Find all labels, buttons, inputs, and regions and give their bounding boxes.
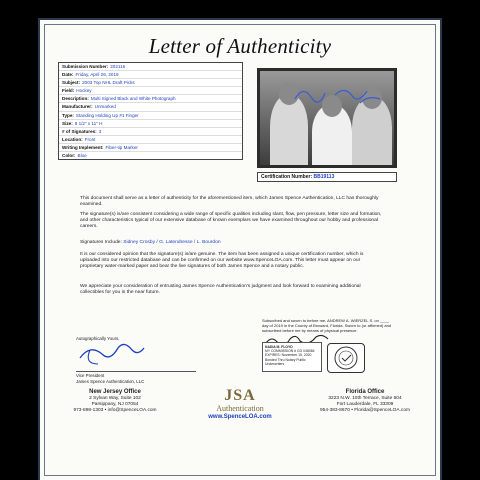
detail-value: Multi Signed Black and White Photograph bbox=[90, 96, 176, 102]
detail-row bbox=[59, 63, 242, 71]
certification-number-box bbox=[257, 172, 397, 182]
cert-label: Certification Number: bbox=[261, 174, 313, 180]
item-details-table bbox=[58, 62, 243, 160]
notary-expiry: EXPIRES: November 15, 2020 bbox=[265, 353, 312, 358]
notary-bonded: Bonded Thru Notary Public Underwriters bbox=[265, 357, 306, 366]
nj-office-line1: 2 Sylvan Way, Suite 102 bbox=[89, 396, 141, 401]
detail-value: 202116 bbox=[110, 64, 126, 69]
detail-row bbox=[59, 128, 242, 136]
nj-office-title: New Jersey Office bbox=[89, 389, 141, 395]
signer-title: Vice President bbox=[76, 371, 196, 379]
signer-block bbox=[76, 336, 196, 384]
paragraph-analysis-text: The signature(s) is/are consistent considering a wide range of specific qualities including slant, flow, pen pressure, letter size and formation, and other characteristics typical of our extensive database of known exemplars we have examined throughout our hobby and professional careers. bbox=[80, 212, 382, 230]
signer-company: James Spence Authentication, LLC bbox=[76, 378, 145, 384]
footer bbox=[60, 388, 420, 444]
detail-key: Location: bbox=[62, 136, 83, 142]
cert-number: BB19113 bbox=[313, 174, 335, 180]
detail-key: Size: bbox=[62, 120, 73, 126]
fl-office-line2: Fort Lauderdale, FL 33309 bbox=[336, 402, 394, 407]
signatures-names: Sidney Crosby / G. Latendresse / L. Bourdon bbox=[123, 240, 221, 245]
detail-value: Front bbox=[84, 136, 96, 142]
detail-row bbox=[59, 144, 242, 152]
paragraph-analysis bbox=[66, 212, 384, 231]
jsa-logo bbox=[195, 388, 285, 421]
fl-office-line1: 3223 N.W. 10th Terrace, Suite 604 bbox=[328, 396, 402, 401]
fl-office-title: Florida Office bbox=[345, 389, 385, 395]
notary-seal-icon bbox=[327, 343, 365, 373]
detail-row bbox=[59, 95, 242, 103]
notary-commission: MY COMMISSION # GG 048084 bbox=[265, 349, 315, 354]
detail-key: # of Signatures: bbox=[62, 128, 97, 134]
detail-row bbox=[59, 71, 242, 79]
detail-row bbox=[59, 87, 242, 95]
detail-row bbox=[59, 79, 242, 87]
detail-value: Friday, April 26, 2019 bbox=[75, 72, 119, 78]
detail-value: Standing Holding Up #1 Finger bbox=[75, 112, 139, 118]
detail-key: Writing Implement: bbox=[62, 144, 104, 150]
paragraph-closing-text: We appreciate your consideration of entrusting James Spence Authentication's judgment and look forward to examining additional collectibles for you in the near future. bbox=[80, 284, 361, 296]
detail-key: Field: bbox=[62, 88, 75, 94]
document-title: Letter of Authenticity bbox=[148, 34, 332, 58]
detail-key: Description: bbox=[62, 96, 89, 102]
paragraph-closing bbox=[66, 284, 384, 296]
detail-row bbox=[59, 103, 242, 111]
detail-value: Fiber-tip Marker bbox=[105, 144, 138, 150]
fl-office bbox=[310, 388, 420, 414]
nj-office bbox=[60, 388, 170, 414]
fl-office-line3: 954-383-8670 • Florida@SpenceLOA.com bbox=[319, 408, 410, 413]
signatures-include bbox=[66, 240, 384, 246]
nj-office-line3: 973-898-1303 • info@SpenceLOA.com bbox=[73, 408, 157, 413]
notary-name: NADIA M. FLOYD bbox=[265, 345, 293, 349]
detail-value: Blue bbox=[77, 153, 87, 159]
photo-image bbox=[260, 71, 394, 165]
detail-value: 3 bbox=[98, 128, 102, 134]
detail-value: 8 1/2" x 11" H bbox=[74, 120, 103, 126]
detail-row bbox=[59, 112, 242, 120]
paragraph-opinion-text: It is our considered opinion that the signature(s) is/are genuine. The item has been assigned a unique certification number, which is uploaded into our restricted database and can be confirmed on our website www.SpenceLOA.com. This letter must appear on our proprietary water-marked paper and bear the live signatures of both James Spence and a notary public. bbox=[80, 252, 364, 270]
autograph-ink bbox=[290, 81, 390, 111]
detail-key: Color: bbox=[62, 153, 76, 159]
detail-value: 2003 Top NHL Draft Picks bbox=[82, 80, 135, 86]
detail-value: Hockey bbox=[76, 88, 92, 94]
detail-row bbox=[59, 136, 242, 144]
detail-value: Unmarked bbox=[94, 104, 116, 110]
paragraph-intro-text: This document shall serve as a letter of authenticity for the aforementioned item, which James Spence Authentication, LLC has thoroughly examined. bbox=[80, 196, 379, 208]
detail-row bbox=[59, 152, 242, 159]
nj-office-line2: Parsippany, NJ 07054 bbox=[91, 402, 139, 407]
detail-key: Manufacturer: bbox=[62, 104, 93, 110]
notary-jurat-text: Subscribed and sworn to before me, ANDREW A. WIERZEL S. on ____ day of 2019 in the County of Broward, Florida. Sworn to (or affirmed) and subscribed before me by means of physical presence. bbox=[262, 318, 392, 333]
detail-key: Submission Number: bbox=[62, 64, 109, 69]
signer-signature bbox=[76, 342, 146, 368]
notary-stamp bbox=[262, 342, 322, 372]
detail-row bbox=[59, 120, 242, 128]
detail-key: Date: bbox=[62, 72, 74, 78]
detail-key: Type: bbox=[62, 112, 74, 118]
jsa-logo-mark: JSA bbox=[224, 387, 256, 404]
paragraph-intro bbox=[66, 196, 384, 208]
detail-key: Subject: bbox=[62, 80, 81, 86]
signatures-label: Signatures Include: bbox=[80, 240, 122, 245]
signed-photograph bbox=[257, 68, 397, 168]
jsa-logo-sub: Authentication bbox=[216, 404, 264, 413]
signer-prefix: Autographically Yours, bbox=[76, 336, 120, 341]
paragraph-opinion bbox=[66, 252, 384, 271]
jsa-logo-url: www.SpenceLOA.com bbox=[208, 414, 272, 420]
